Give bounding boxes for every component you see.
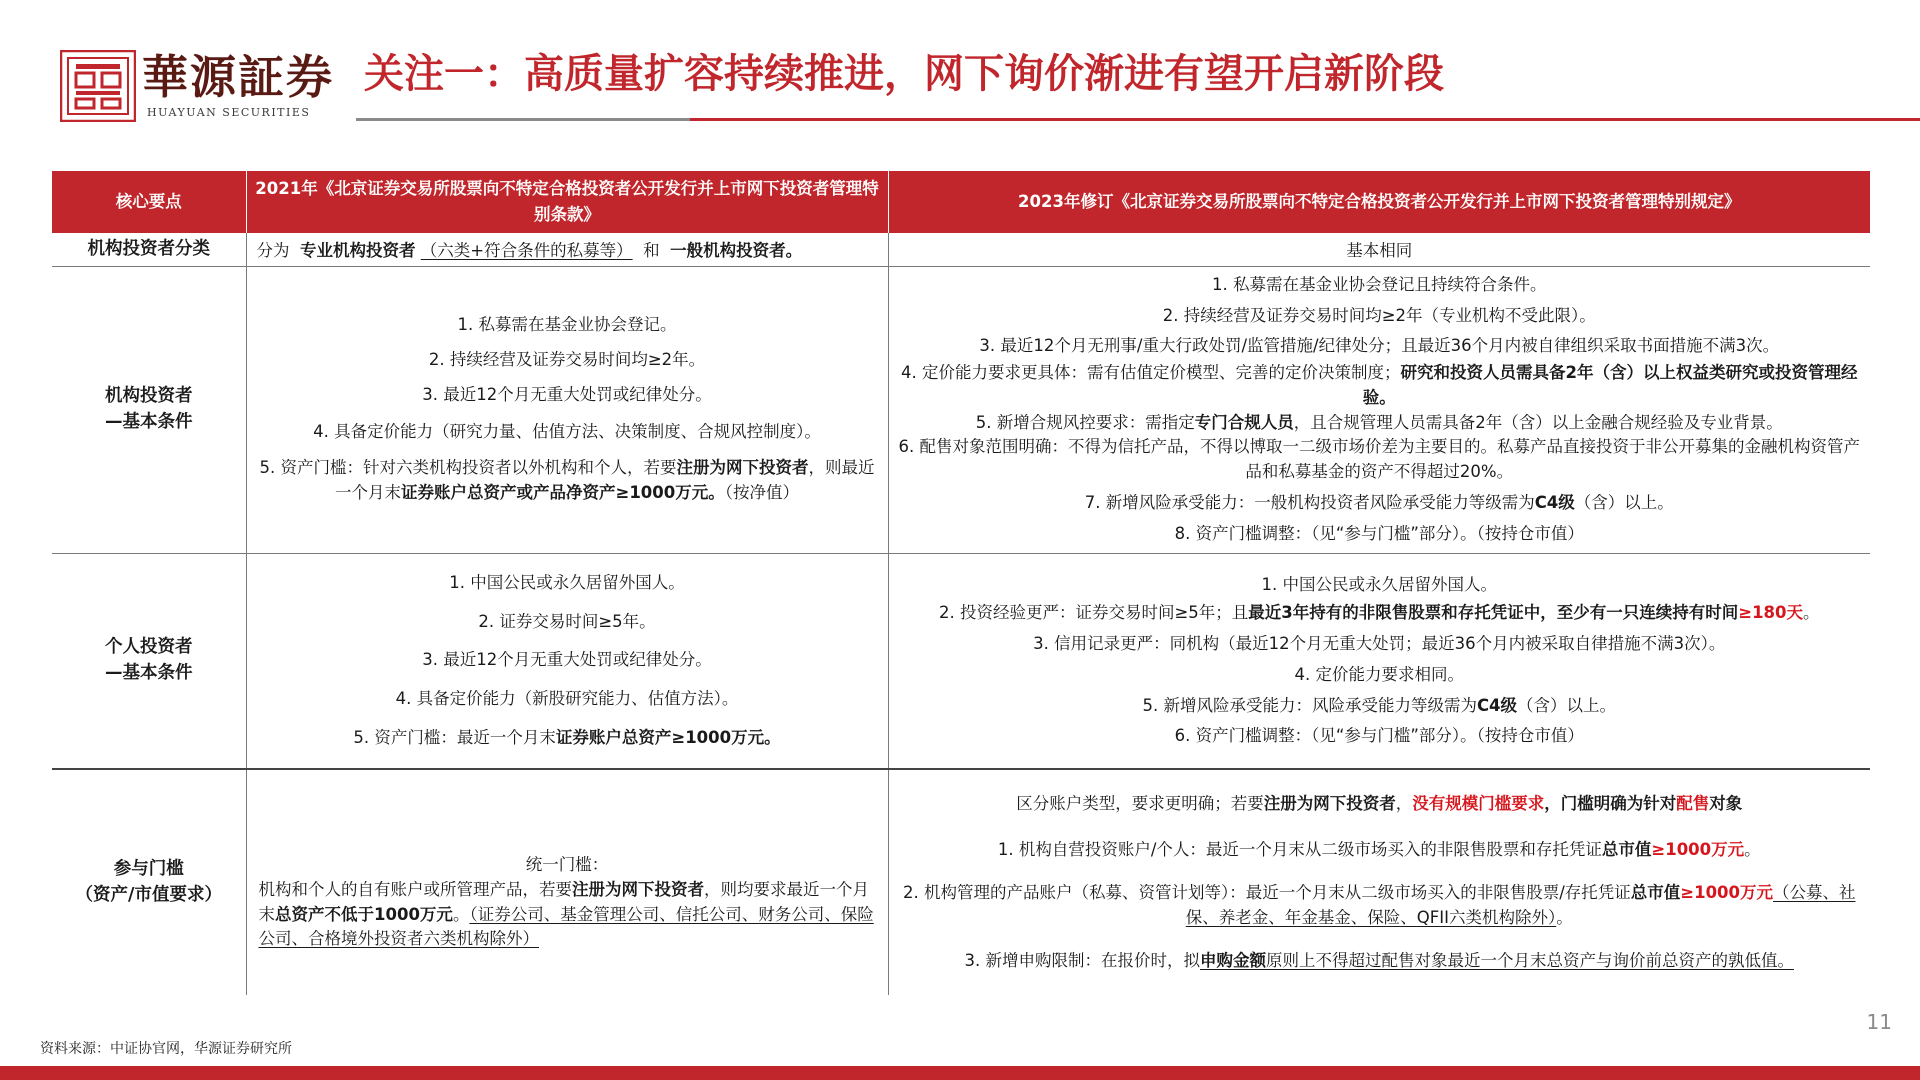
page-number: 11 bbox=[1866, 1010, 1892, 1034]
text: （含）以上。 bbox=[1574, 492, 1674, 512]
list-item: 3. 最近12个月无重大处罚或纪律处分。 bbox=[422, 384, 712, 404]
title-divider-red bbox=[690, 118, 1920, 121]
cell-2021-threshold bbox=[246, 769, 888, 995]
cell-2023-individual bbox=[888, 553, 1870, 769]
text-underlined: （证券公司、基金管理公司、信托公司、财务公司、保险公司、合格境外投资者六类机构除外） bbox=[258, 904, 874, 949]
text-bold: 研究和投资人员需具备2年（含）以上权益类研究或投资管理经验。 bbox=[1362, 363, 1858, 407]
text: （按净值） bbox=[724, 483, 799, 502]
row-key-institutional bbox=[52, 266, 246, 553]
list-item: 8. 资产门槛调整：（见“参与门槛”部分）。（按持仓市值） bbox=[1174, 523, 1584, 543]
text: 。 bbox=[1556, 907, 1573, 927]
text: 。 bbox=[1744, 840, 1761, 860]
list-item bbox=[897, 601, 1863, 626]
text: 2. 机构管理的产品账户（私募、资管计划等）：最近一个月末从二级市场买入的非限售股票/存托凭证 bbox=[902, 883, 1631, 903]
list-item: 1. 中国公民或永久居留外国人。 bbox=[449, 572, 685, 592]
text-bold: 总资产不低于1000万元 bbox=[275, 904, 453, 924]
text-bold: 证券账户总资产或产品净资产≥1000万元。 bbox=[401, 483, 725, 502]
list-item bbox=[897, 361, 1863, 411]
list-item bbox=[897, 949, 1863, 974]
cell-2023-threshold bbox=[888, 769, 1870, 995]
text-underlined: 原则上不得超过配售对象最近一个月末总资产与询价前总资产的孰低值。 bbox=[1266, 950, 1794, 970]
text-red: 没有规模门槛要求 bbox=[1412, 793, 1545, 813]
text: ， bbox=[1395, 793, 1413, 813]
list-item: 1. 私募需在基金业协会登记且持续符合条件。 bbox=[1212, 274, 1547, 294]
title-divider-gray bbox=[356, 118, 690, 121]
header-2021: 2021年《北京证券交易所股票向不特定合格投资者公开发行并上市网下投资者管理特别条款》 bbox=[246, 171, 888, 233]
row-key-line: 个人投资者 bbox=[105, 637, 193, 658]
row-key-line: —基本条件 bbox=[105, 662, 193, 683]
table-row-classification bbox=[52, 233, 1870, 266]
text-red: ≥1000万元 bbox=[1680, 883, 1774, 903]
text-red: ≥180天 bbox=[1738, 603, 1804, 623]
table-row-individual bbox=[52, 553, 1870, 769]
list-item: 6. 资产门槛调整：（见“参与门槛”部分）。（按持仓市值） bbox=[1174, 726, 1584, 746]
table-row-threshold bbox=[52, 769, 1870, 995]
threshold-title: 统一门槛： bbox=[525, 855, 609, 874]
text: 5. 资产门槛：针对六类机构投资者以外机构和个人，若要 bbox=[259, 458, 677, 478]
list-item: 4. 具备定价能力（研究力量、估值方法、决策制度、合规风控制度）。 bbox=[313, 421, 821, 441]
text: ，且合规管理人员需具备2年（含）以上金融合规经验及专业背景。 bbox=[1293, 412, 1783, 432]
text-bold: 注册为网下投资者 bbox=[1263, 793, 1396, 813]
cell-2023-institutional bbox=[888, 266, 1870, 553]
text-bold: 最近3年持有的非限售股票和存托凭证中，至少有一只连续持有时间 bbox=[1248, 603, 1739, 623]
text: ，则均要求最近一个月末 bbox=[258, 879, 869, 924]
text: 4. 定价能力要求更具体：需有估值定价模型、完善的定价决策制度； bbox=[901, 363, 1401, 382]
text: 区分账户类型，要求更明确；若要 bbox=[1016, 793, 1264, 813]
brand-name-en: HUAYUAN SECURITIES bbox=[147, 106, 311, 119]
cell-2023-classification: 基本相同 bbox=[888, 233, 1870, 266]
list-item: 1. 私募需在基金业协会登记。 bbox=[457, 315, 677, 335]
bottom-bar bbox=[0, 1066, 1920, 1080]
list-item bbox=[255, 456, 880, 506]
text-bold: 注册为网下投资者 bbox=[572, 879, 704, 899]
text-underlined: （六类+符合条件的私募等） bbox=[420, 241, 633, 261]
row-key-line: （资产/市值要求） bbox=[75, 884, 222, 905]
header-2023: 2023年修订《北京证券交易所股票向不特定合格投资者公开发行并上市网下投资者管理特别规定》 bbox=[888, 171, 1870, 233]
list-item: 3. 最近12个月无刑事/重大行政处罚/监管措施/纪律处分；且最近36个月内被自律组织采取书面措施不满3次。 bbox=[979, 336, 1780, 356]
list-item bbox=[255, 726, 880, 751]
huayuan-logo-icon bbox=[60, 50, 136, 122]
list-item: 1. 中国公民或永久居留外国人。 bbox=[1261, 574, 1497, 594]
list-item bbox=[897, 838, 1863, 863]
text-bold: 证券账户总资产≥1000万元。 bbox=[555, 727, 781, 747]
text-bold: 申购金额 bbox=[1200, 950, 1266, 970]
source-note: 资料来源：中证协官网，华源证券研究所 bbox=[40, 1041, 292, 1057]
cell-2021-individual bbox=[246, 553, 888, 769]
text-red: 配售 bbox=[1676, 793, 1710, 813]
list-item bbox=[897, 491, 1863, 516]
row-key-individual bbox=[52, 553, 246, 769]
page-title: 关注一：高质量扩容持续推进，网下询价渐进有望开启新阶段 bbox=[364, 50, 1444, 97]
text-bold: C4级 bbox=[1534, 492, 1575, 512]
list-item: 2. 持续经营及证券交易时间均≥2年（专业机构不受此限）。 bbox=[1162, 305, 1596, 325]
list-item bbox=[897, 411, 1863, 436]
text: 5. 新增风险承受能力：风险承受能力等级需为 bbox=[1142, 695, 1477, 715]
list-item bbox=[897, 881, 1863, 931]
text: 。 bbox=[452, 904, 470, 924]
text-bold: 一般机构投资者。 bbox=[670, 241, 803, 261]
cell-2021-classification bbox=[246, 233, 888, 266]
text-bold: 总市值 bbox=[1630, 883, 1681, 903]
threshold-text-2021 bbox=[255, 878, 880, 952]
text: 1. 机构自营投资账户/个人：最近一个月末从二级市场买入的非限售股票和存托凭证 bbox=[997, 840, 1602, 860]
brand-name-cn: 華源証券 bbox=[142, 50, 334, 104]
text: 机构和个人的自有账户或所管理产品，若要 bbox=[258, 879, 572, 899]
text: （含）以上。 bbox=[1517, 695, 1617, 715]
row-key-line: —基本条件 bbox=[105, 411, 193, 432]
list-item: 2. 证券交易时间≥5年。 bbox=[478, 611, 656, 631]
text: 5. 新增合规风控要求：需指定 bbox=[975, 412, 1195, 432]
comparison-table bbox=[52, 171, 1870, 995]
list-item: 6. 配售对象范围明确：不得为信托产品，不得以博取一二级市场价差为主要目的。私募产品直接投资于非公开募集的金融机构资管产品和私募基金的资产不得超过20%。 bbox=[898, 437, 1860, 481]
text-underlined: （公募、社保、养老金、年金基金、保险、QFII六类机构除外） bbox=[1185, 883, 1856, 927]
text: 5. 资产门槛：最近一个月末 bbox=[353, 727, 556, 747]
text-bold: 对象 bbox=[1709, 793, 1743, 813]
text: ，则最近一个月末 bbox=[335, 458, 875, 502]
text-bold: C4级 bbox=[1476, 695, 1518, 715]
text-red: ≥1000万元 bbox=[1651, 840, 1745, 860]
text-bold: ， bbox=[1544, 793, 1561, 813]
text-bold: 专业机构投资者 bbox=[300, 241, 416, 261]
table-row-institutional bbox=[52, 266, 1870, 553]
text: 。 bbox=[1803, 603, 1820, 623]
text-bold: 专门合规人员 bbox=[1194, 412, 1294, 432]
list-item bbox=[897, 694, 1863, 719]
row-key-line: 机构投资者 bbox=[105, 386, 193, 407]
list-item bbox=[897, 792, 1863, 817]
text-bold: 总市值 bbox=[1601, 840, 1652, 860]
header-key: 核心要点 bbox=[52, 171, 246, 233]
text: 2. 投资经验更严：证券交易时间≥5年；且 bbox=[938, 603, 1249, 623]
list-item: 2. 持续经营及证券交易时间均≥2年。 bbox=[428, 350, 706, 369]
cell-2021-institutional bbox=[246, 266, 888, 553]
row-key-line: 参与门槛 bbox=[113, 859, 184, 880]
row-key-classification: 机构投资者分类 bbox=[52, 233, 246, 266]
list-item: 4. 定价能力要求相同。 bbox=[1294, 664, 1464, 684]
table-header-row bbox=[52, 171, 1870, 233]
text-bold: 门槛明确为针对 bbox=[1560, 793, 1677, 813]
text: 和 bbox=[643, 241, 660, 261]
text: 7. 新增风险承受能力：一般机构投资者风险承受能力等级需为 bbox=[1084, 492, 1535, 512]
text: 分为 bbox=[256, 241, 290, 261]
row-key-threshold bbox=[52, 769, 246, 995]
list-item: 3. 信用记录更严：同机构（最近12个月无重大处罚；最近36个月内被采取自律措施不满3次）。 bbox=[1033, 634, 1726, 653]
list-item: 4. 具备定价能力（新股研究能力、估值方法）。 bbox=[395, 689, 739, 709]
text-bold: 注册为网下投资者 bbox=[676, 458, 809, 478]
list-item: 3. 最近12个月无重大处罚或纪律处分。 bbox=[422, 650, 712, 670]
text: 3. 新增申购限制：在报价时，拟 bbox=[964, 950, 1200, 970]
